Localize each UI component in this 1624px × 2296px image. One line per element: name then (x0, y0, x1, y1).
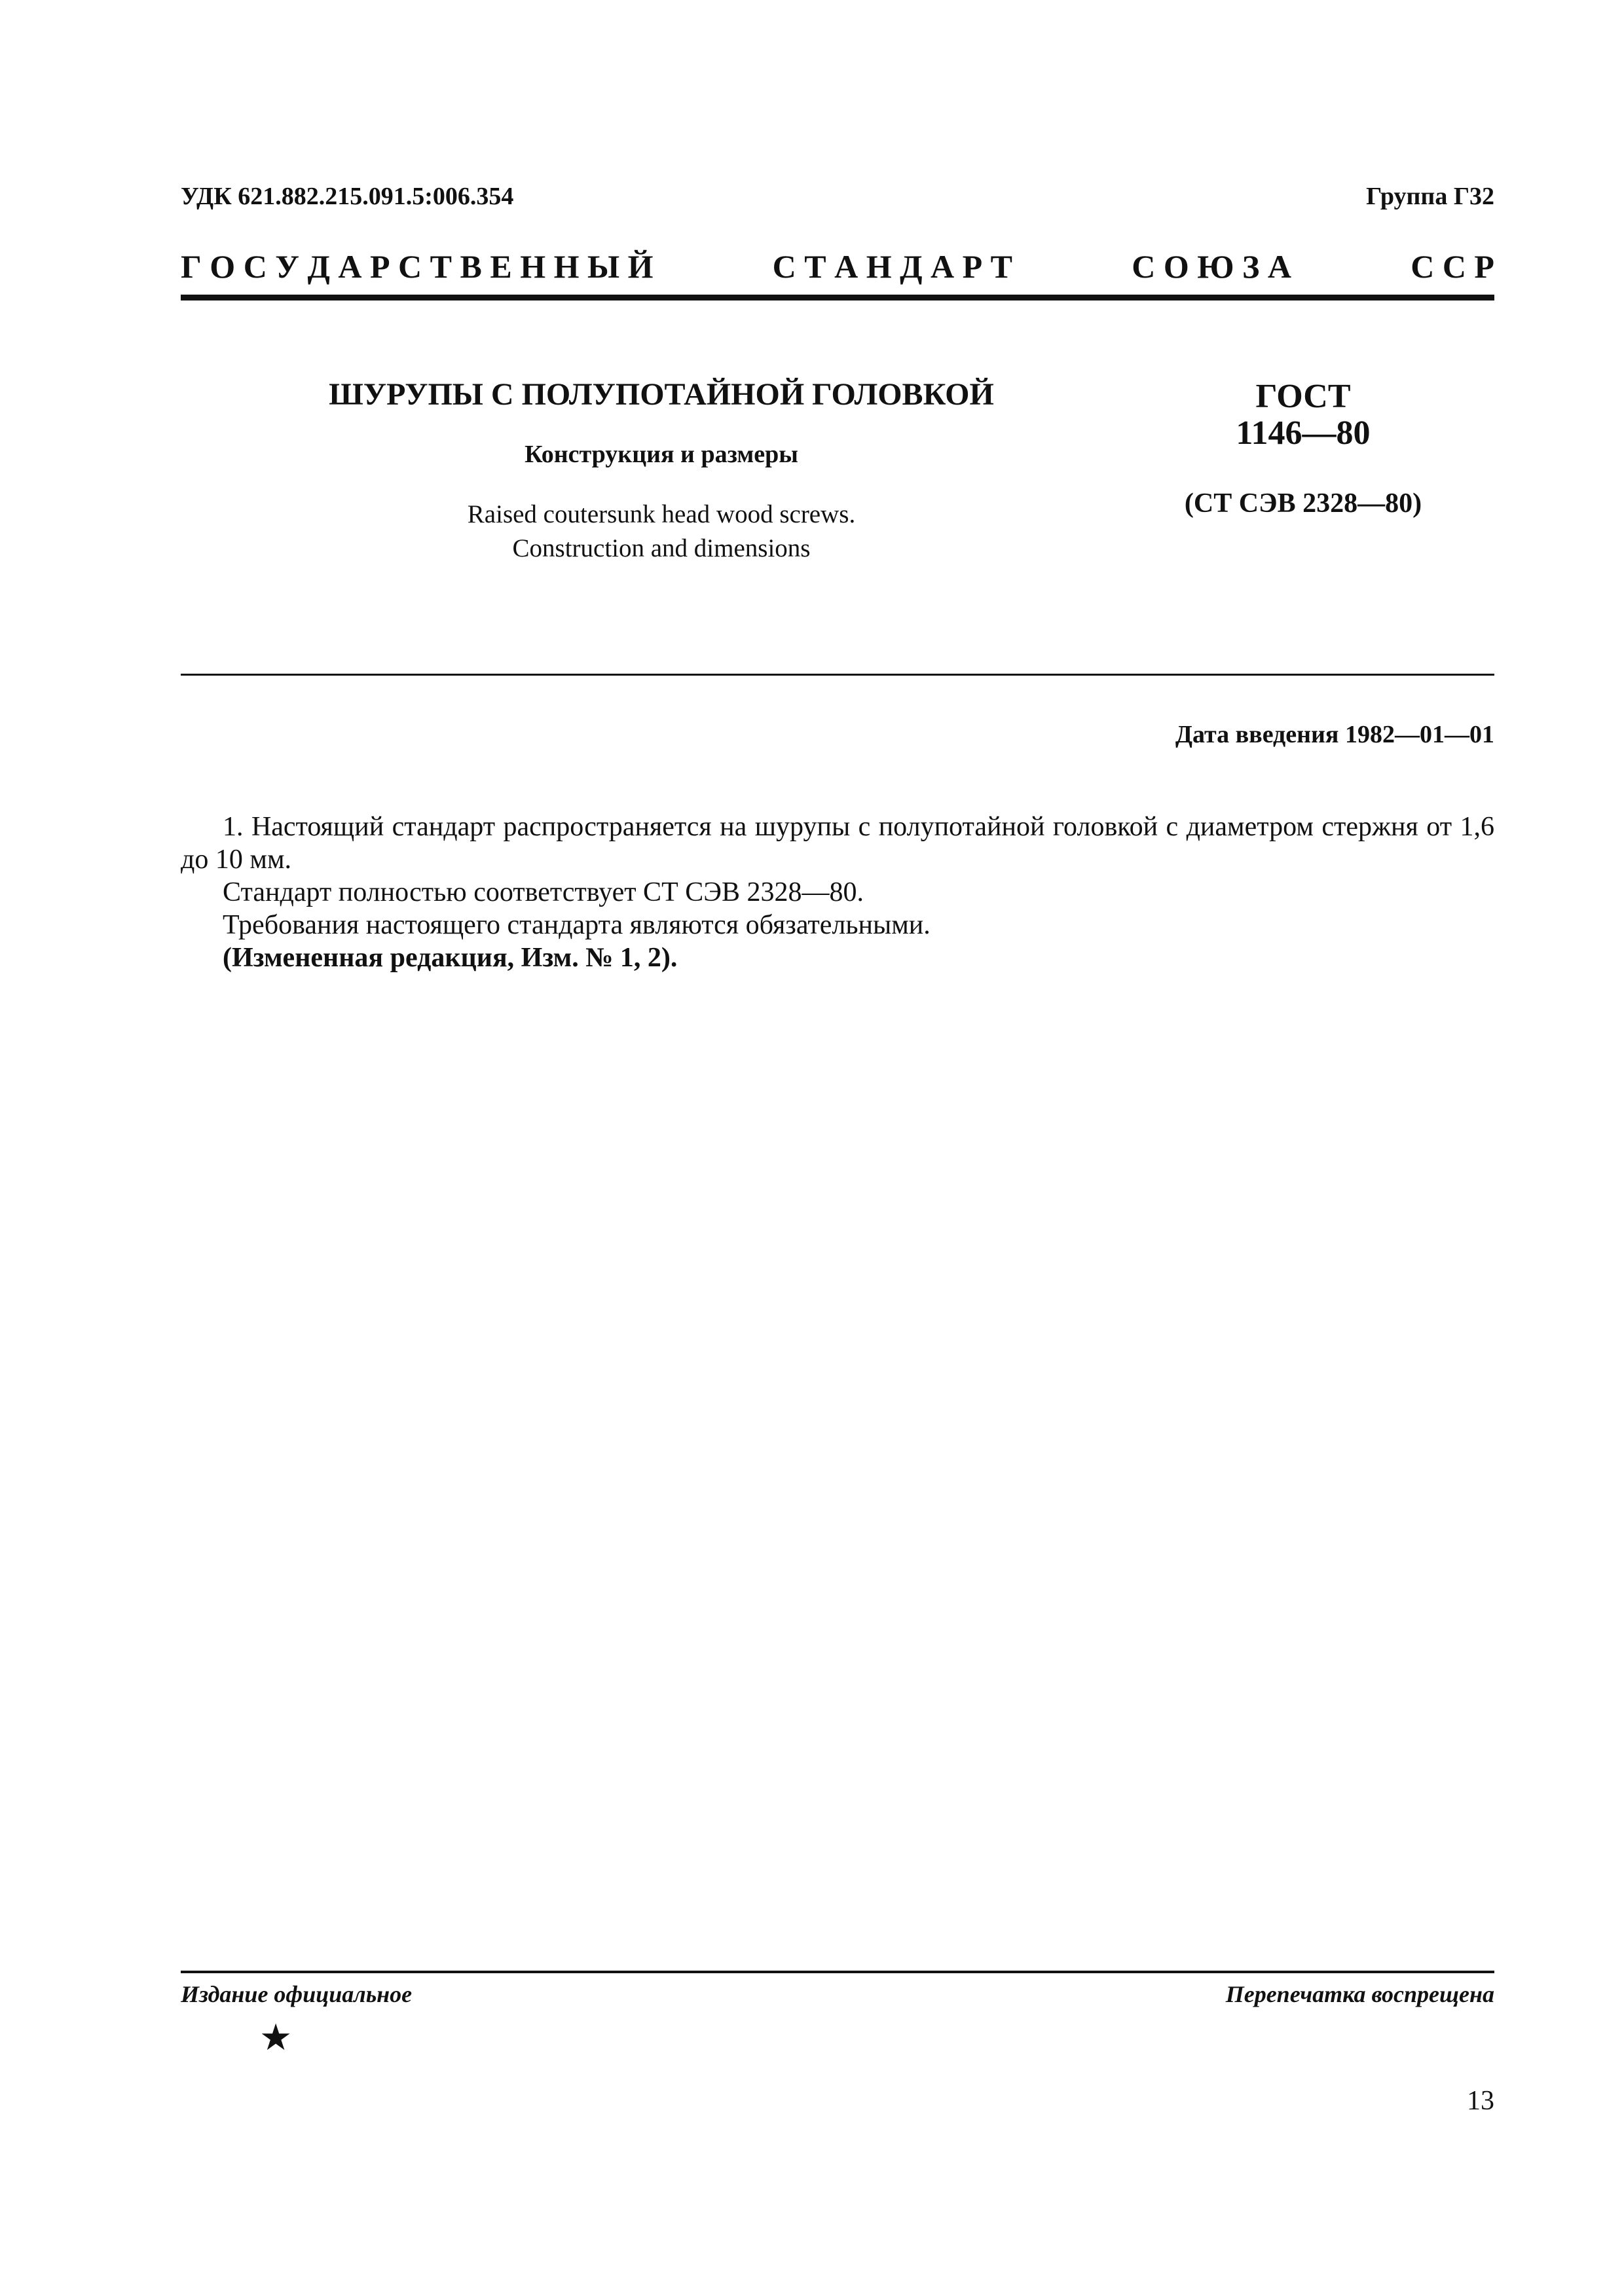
english-title-line-2: Construction and dimensions (512, 534, 811, 562)
gost-number: 1146—80 (1236, 414, 1371, 452)
official-edition-label: Издание официальное (181, 1981, 413, 2007)
scope-paragraph: 1. Настоящий стандарт распространяется на шурупы с полупотайной головкой с диаметром стержня от 1,6 до 10 мм. (181, 812, 1494, 875)
state-standard-heading (181, 247, 1494, 285)
reprint-prohibited-label: Перепечатка воспрещена (1225, 1981, 1494, 2007)
state-standard-word-3: С О Ю З А (1132, 248, 1292, 285)
group-code: Группа Г32 (1366, 183, 1494, 210)
state-standard-word-2: С Т А Н Д А Р Т (772, 248, 1013, 285)
mandatory-line: Требования настоящего стандарта являются обязательными. (223, 910, 931, 940)
title-divider (181, 674, 1494, 676)
document-title: ШУРУПЫ С ПОЛУПОТАЙНОЙ ГОЛОВКОЙ (329, 377, 994, 412)
udk-code: УДК 621.882.215.091.5:006.354 (181, 183, 514, 210)
body-text (181, 811, 1494, 974)
gost-designation (1172, 378, 1434, 452)
english-title (249, 498, 1074, 566)
st-sev-reference: (СТ СЭВ 2328—80) (1184, 488, 1422, 519)
footer-divider (181, 1971, 1494, 1973)
english-title-line-1: Raised coutersunk head wood screws. (467, 500, 856, 528)
gost-label: ГОСТ (1255, 378, 1351, 415)
page-number: 13 (1467, 2086, 1494, 2116)
state-standard-word-4: С С Р (1411, 248, 1494, 285)
header-divider (181, 295, 1494, 301)
star-icon: ★ (259, 2016, 293, 2059)
state-standard-word-1: Г О С У Д А Р С Т В Е Н Н Ы Й (181, 248, 654, 285)
introduction-date: Дата введения 1982—01—01 (1175, 721, 1494, 748)
compliance-line: Стандарт полностью соответствует СТ СЭВ 2328—80. (223, 877, 864, 907)
amendment-note: (Измененная редакция, Изм. № 1, 2). (223, 943, 678, 973)
document-subtitle: Конструкция и размеры (525, 441, 798, 468)
